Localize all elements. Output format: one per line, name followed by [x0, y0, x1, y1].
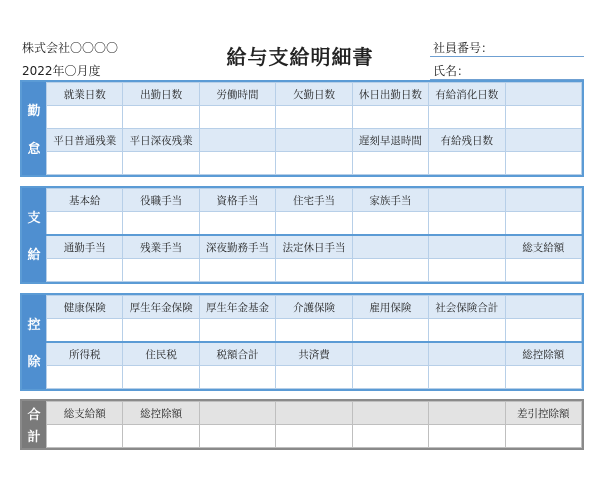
payments-side-label [22, 188, 46, 282]
totals-label-cell: 総控除額 [123, 402, 199, 425]
attendance-value-cell[interactable] [47, 152, 123, 175]
payments-value-cell[interactable] [352, 259, 428, 282]
payments-label-cell: 住宅手当 [276, 189, 352, 212]
deductions-value-cell[interactable] [505, 319, 581, 343]
deductions-value-cell[interactable] [505, 366, 581, 389]
totals-value-cell[interactable] [123, 425, 199, 448]
attendance-value-cell[interactable] [429, 152, 505, 175]
payments-value-cell[interactable] [505, 212, 581, 236]
deductions-section [20, 293, 584, 391]
payments-value-cell[interactable] [199, 259, 275, 282]
deductions-value-cell[interactable] [199, 319, 275, 343]
deductions-label-cell: 所得税 [47, 342, 123, 366]
table-row [47, 235, 582, 259]
table-row [47, 189, 582, 212]
attendance-label-cell: 有給消化日数 [429, 83, 505, 106]
payments-value-cell[interactable] [276, 212, 352, 236]
totals-label-cell [276, 402, 352, 425]
attendance-value-cell[interactable] [123, 106, 199, 129]
payments-side-char: 給 [27, 248, 41, 264]
payments-label-cell [429, 235, 505, 259]
totals-label-cell [199, 402, 275, 425]
totals-table [46, 401, 582, 448]
payments-value-cell[interactable] [505, 259, 581, 282]
attendance-label-cell: 平日深夜残業 [123, 129, 199, 152]
payments-value-cell[interactable] [47, 212, 123, 236]
table-row [47, 259, 582, 282]
deductions-value-cell[interactable] [352, 319, 428, 343]
document-title: 給与支給明細書 [226, 45, 374, 69]
attendance-value-cell[interactable] [505, 152, 581, 175]
deductions-label-cell: 厚生年金保険 [123, 296, 199, 319]
attendance-value-cell[interactable] [276, 106, 352, 129]
payments-value-cell[interactable] [276, 259, 352, 282]
totals-side-char: 合 [27, 408, 41, 423]
table-row [47, 296, 582, 319]
totals-side-label [22, 401, 46, 448]
attendance-table [46, 82, 582, 175]
table-row [47, 212, 582, 236]
deductions-label-cell: 税額合計 [199, 342, 275, 366]
attendance-value-cell[interactable] [276, 152, 352, 175]
payments-label-cell: 深夜勤務手当 [199, 235, 275, 259]
deductions-side-char: 除 [27, 355, 41, 371]
payments-value-cell[interactable] [429, 259, 505, 282]
table-row [47, 319, 582, 343]
pay-period: 2022年〇月度 [22, 64, 101, 78]
payments-label-cell [429, 189, 505, 212]
totals-label-cell: 総支給額 [47, 402, 123, 425]
deductions-value-cell[interactable] [199, 366, 275, 389]
attendance-value-cell[interactable] [429, 106, 505, 129]
deductions-label-cell [352, 342, 428, 366]
company-name: 株式会社〇〇〇〇 [22, 41, 119, 55]
employee-number-line [430, 56, 584, 57]
table-row [47, 152, 582, 175]
payments-label-cell [352, 235, 428, 259]
attendance-label-cell: 遅刻早退時間 [352, 129, 428, 152]
payments-label-cell: 家族手当 [352, 189, 428, 212]
attendance-value-cell[interactable] [123, 152, 199, 175]
attendance-side-char: 怠 [27, 141, 41, 157]
deductions-value-cell[interactable] [429, 366, 505, 389]
deductions-label-cell: 雇用保険 [352, 296, 428, 319]
attendance-value-cell[interactable] [352, 106, 428, 129]
attendance-label-cell [199, 129, 275, 152]
payments-value-cell[interactable] [123, 212, 199, 236]
table-row [47, 83, 582, 106]
deductions-value-cell[interactable] [276, 366, 352, 389]
attendance-value-cell[interactable] [47, 106, 123, 129]
attendance-label-cell [276, 129, 352, 152]
employee-number-label: 社員番号： [433, 41, 494, 55]
totals-side-char: 計 [27, 430, 41, 445]
table-row [47, 402, 582, 425]
attendance-label-cell: 労働時間 [199, 83, 275, 106]
attendance-section [20, 80, 584, 177]
payments-value-cell[interactable] [47, 259, 123, 282]
deductions-value-cell[interactable] [429, 319, 505, 343]
deductions-label-cell: 住民税 [123, 342, 199, 366]
deductions-side-char: 控 [27, 317, 41, 333]
attendance-side-label [22, 82, 46, 175]
attendance-value-cell[interactable] [505, 106, 581, 129]
deductions-label-cell [429, 342, 505, 366]
attendance-label-cell [505, 129, 581, 152]
attendance-label-cell: 平日普通残業 [47, 129, 123, 152]
deductions-label-cell: 社会保険合計 [429, 296, 505, 319]
attendance-side-char: 勤 [27, 104, 41, 120]
payments-label-cell: 役職手当 [123, 189, 199, 212]
payments-label-cell: 残業手当 [123, 235, 199, 259]
deductions-label-cell: 介護保険 [276, 296, 352, 319]
deductions-label-cell [505, 296, 581, 319]
totals-value-cell[interactable] [352, 425, 428, 448]
totals-value-cell[interactable] [505, 425, 581, 448]
totals-value-cell[interactable] [276, 425, 352, 448]
payments-table [46, 188, 582, 282]
deductions-table [46, 295, 582, 389]
attendance-label-cell: 有給残日数 [429, 129, 505, 152]
table-row [47, 342, 582, 366]
totals-value-cell[interactable] [199, 425, 275, 448]
payments-side-char: 支 [27, 210, 41, 226]
deductions-label-cell: 厚生年金基金 [199, 296, 275, 319]
deductions-value-cell[interactable] [47, 366, 123, 389]
payments-section [20, 186, 584, 284]
attendance-label-cell: 出勤日数 [123, 83, 199, 106]
payments-value-cell[interactable] [429, 212, 505, 236]
payments-value-cell[interactable] [352, 212, 428, 236]
deductions-value-cell[interactable] [276, 319, 352, 343]
payments-label-cell: 資格手当 [199, 189, 275, 212]
payments-value-cell[interactable] [123, 259, 199, 282]
table-row [47, 366, 582, 389]
attendance-value-cell[interactable] [352, 152, 428, 175]
attendance-value-cell[interactable] [199, 152, 275, 175]
totals-value-cell[interactable] [429, 425, 505, 448]
attendance-value-cell[interactable] [199, 106, 275, 129]
deductions-value-cell[interactable] [352, 366, 428, 389]
attendance-label-cell: 就業日数 [47, 83, 123, 106]
deductions-label-cell: 共済費 [276, 342, 352, 366]
totals-label-cell: 差引控除額 [505, 402, 581, 425]
table-row [47, 106, 582, 129]
payments-label-cell: 通勤手当 [47, 235, 123, 259]
payments-label-cell: 総支給額 [505, 235, 581, 259]
totals-value-cell[interactable] [47, 425, 123, 448]
totals-label-cell [429, 402, 505, 425]
employee-name-label: 氏名： [433, 64, 470, 78]
deductions-side-label [22, 295, 46, 389]
deductions-label-cell: 総控除額 [505, 342, 581, 366]
attendance-label-cell: 欠勤日数 [276, 83, 352, 106]
deductions-value-cell[interactable] [123, 366, 199, 389]
payments-label-cell: 法定休日手当 [276, 235, 352, 259]
deductions-value-cell[interactable] [123, 319, 199, 343]
table-row [47, 129, 582, 152]
deductions-value-cell[interactable] [47, 319, 123, 343]
payments-value-cell[interactable] [199, 212, 275, 236]
attendance-label-cell: 休日出勤日数 [352, 83, 428, 106]
totals-section [20, 399, 584, 450]
payments-label-cell [505, 189, 581, 212]
attendance-label-cell [505, 83, 581, 106]
deductions-label-cell: 健康保険 [47, 296, 123, 319]
totals-label-cell [352, 402, 428, 425]
table-row [47, 425, 582, 448]
payments-label-cell: 基本給 [47, 189, 123, 212]
